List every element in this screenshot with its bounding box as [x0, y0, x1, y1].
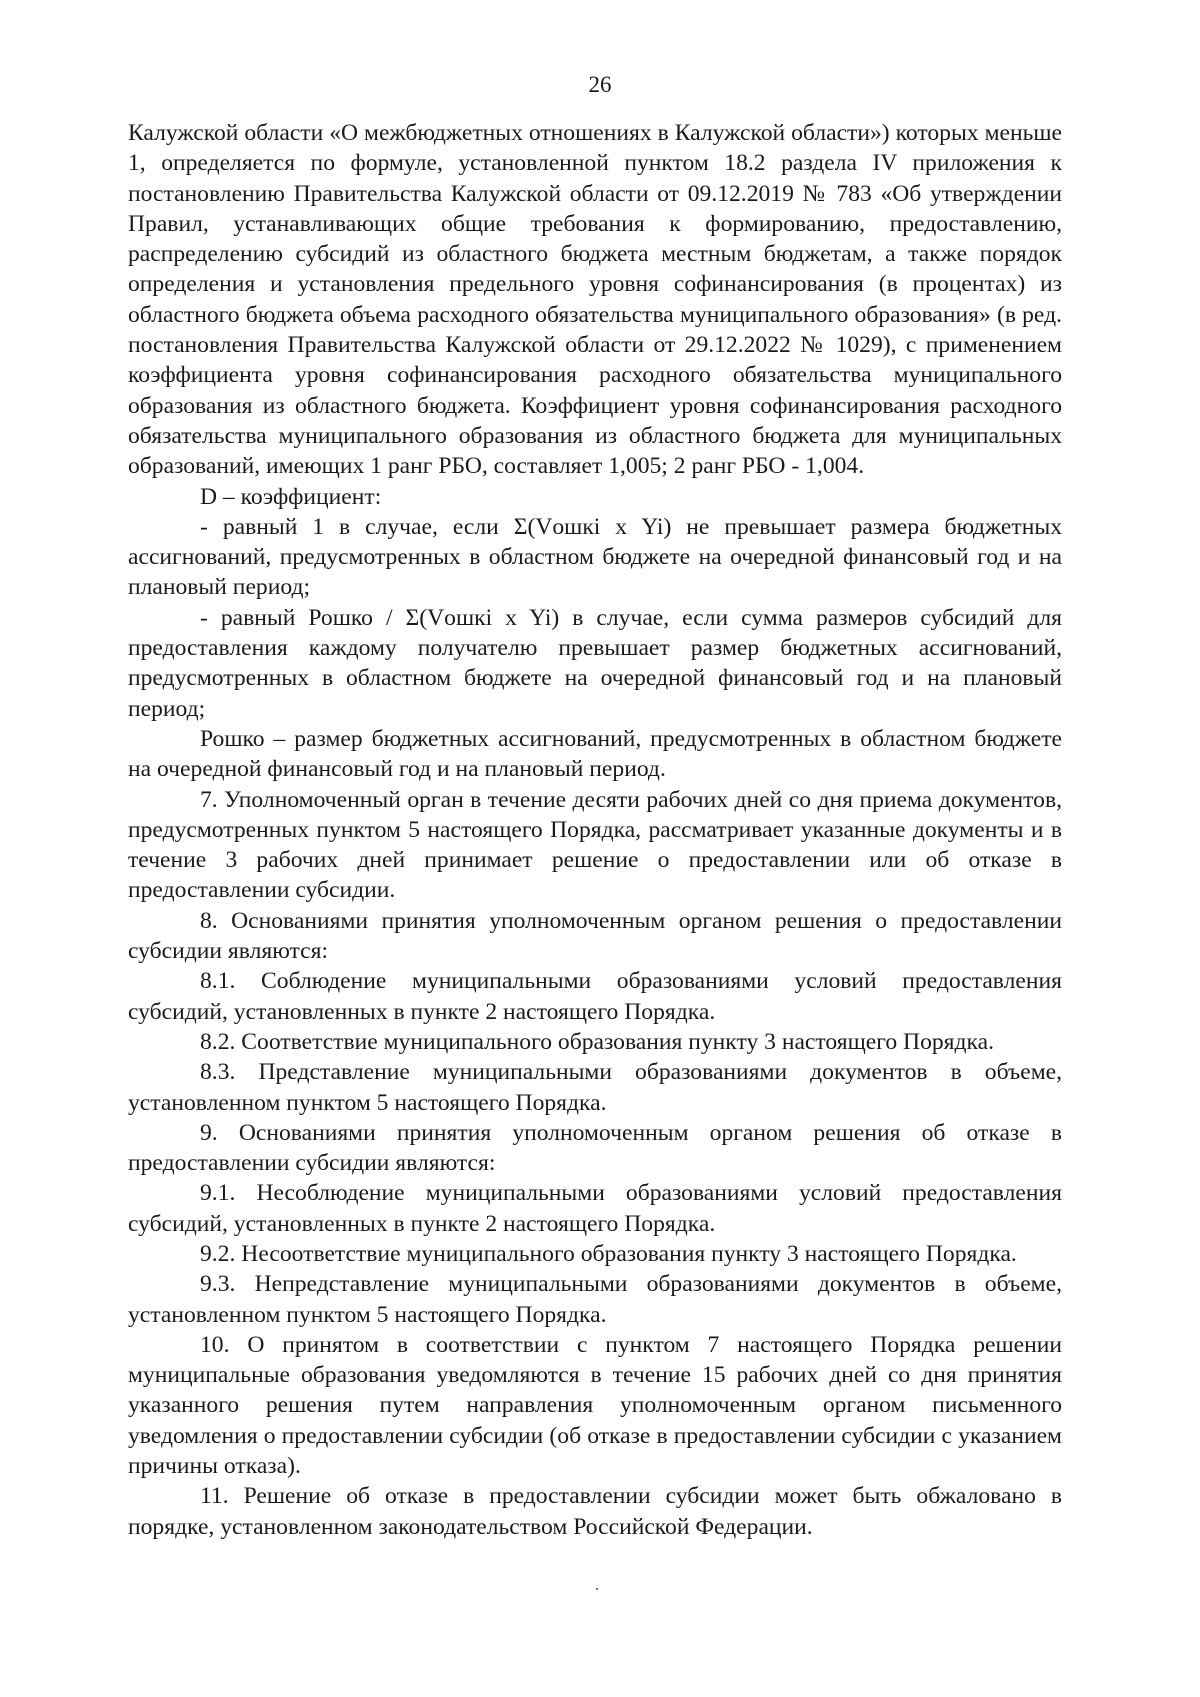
- paragraph-8: 8. Основаниями принятия уполномоченным органом решения о предоставлении субсидии являются:: [128, 907, 1062, 965]
- paragraph-7: 7. Уполномоченный орган в течение десяти рабочих дней со дня приема документов, предусмотренных пунктом 5 настоящего Порядка, рассматривает указанные документы и в течение 3 рабочих дней принимает решение о предоставлении или об отказе в предоставлении субсидии.: [128, 786, 1062, 904]
- page-number: 26: [588, 72, 612, 97]
- paragraph-8-2: 8.2. Соответствие муниципального образования пункту 3 настоящего Порядка.: [200, 1028, 994, 1055]
- paragraph-d-equal-1: - равный 1 в случае, если Σ(Vошкi x Yi) не превышает размера бюджетных ассигнований, предусмотренных в областном бюджете на очередной финансовый год и на плановый период;: [128, 513, 1062, 601]
- paragraph-d-coefficient: D – коэффициент:: [200, 483, 382, 510]
- scan-speck: [596, 1588, 598, 1590]
- paragraph-10: 10. О принятом в соответствии с пунктом 7 настоящего Порядка решении муниципальные образования уведомляются в течение 15 рабочих дней со дня принятия указанного решения путем направления уполномоченным органом письменного уведомления о предоставлении субсидии (об отказе в предоставлении субсидии с указанием причины отказа).: [128, 1331, 1062, 1480]
- paragraph-9: 9. Основаниями принятия уполномоченным органом решения об отказе в предоставлении субсидии являются:: [128, 1119, 1062, 1177]
- paragraph-roshko-definition: Рошко – размер бюджетных ассигнований, предусмотренных в областном бюджете на очередной финансовый год и на плановый период.: [128, 725, 1062, 783]
- document-body: [128, 118, 1062, 1542]
- paragraph-9-2: 9.2. Несоответствие муниципального образования пункту 3 настоящего Порядка.: [200, 1240, 1017, 1267]
- paragraph-9-3: 9.3. Непредставление муниципальными образованиями документов в объеме, установленном пунктом 5 настоящего Порядка.: [128, 1271, 1062, 1328]
- paragraph-8-1: 8.1. Соблюдение муниципальными образованиями условий предоставления субсидий, установленных в пункте 2 настоящего Порядка.: [128, 968, 1062, 1025]
- paragraph-9-1: 9.1. Несоблюдение муниципальными образованиями условий предоставления субсидий, установленных в пункте 2 настоящего Порядка.: [128, 1180, 1062, 1237]
- paragraph-d-equal-ratio: - равный Рошко / Σ(Vошкi x Yi) в случае, если сумма размеров субсидий для предоставления каждому получателю превышает размер бюджетных ассигнований, предусмотренных в областном бюджете на очередной финансовый год и на плановый период;: [128, 604, 1062, 722]
- paragraph-11: 11. Решение об отказе в предоставлении субсидии может быть обжаловано в порядке, установленном законодательством Российской Федерации.: [128, 1483, 1062, 1540]
- paragraph-8-3: 8.3. Представление муниципальными образованиями документов в объеме, установленном пунктом 5 настоящего Порядка.: [128, 1059, 1062, 1116]
- paragraph-continuation: Калужской области «О межбюджетных отношениях в Калужской области») которых меньше 1, определяется по формуле, установленной пунктом 18.2 раздела IV приложения к постановлению Правительства Калужской области от 09.12.2019 № 783 «Об утверждении Правил, устанавливающих общие требования к формированию, предоставлению, распределению субсидий из областного бюджета местным бюджетам, а также порядок определения и установления предельного уровня софинансирования (в процентах) из областного бюджета объема расходного обязательства муниципального образования» (в ред. постановления Правительства Калужской области от 29.12.2022 № 1029), с применением коэффициента уровня софинансирования расходного обязательства муниципального образования из областного бюджета. Коэффициент уровня софинансирования расходного обязательства муниципального образования из областного бюджета для муниципальных образований, имеющих 1 ранг РБО, составляет 1,005; 2 ранг РБО - 1,004.: [128, 120, 1062, 480]
